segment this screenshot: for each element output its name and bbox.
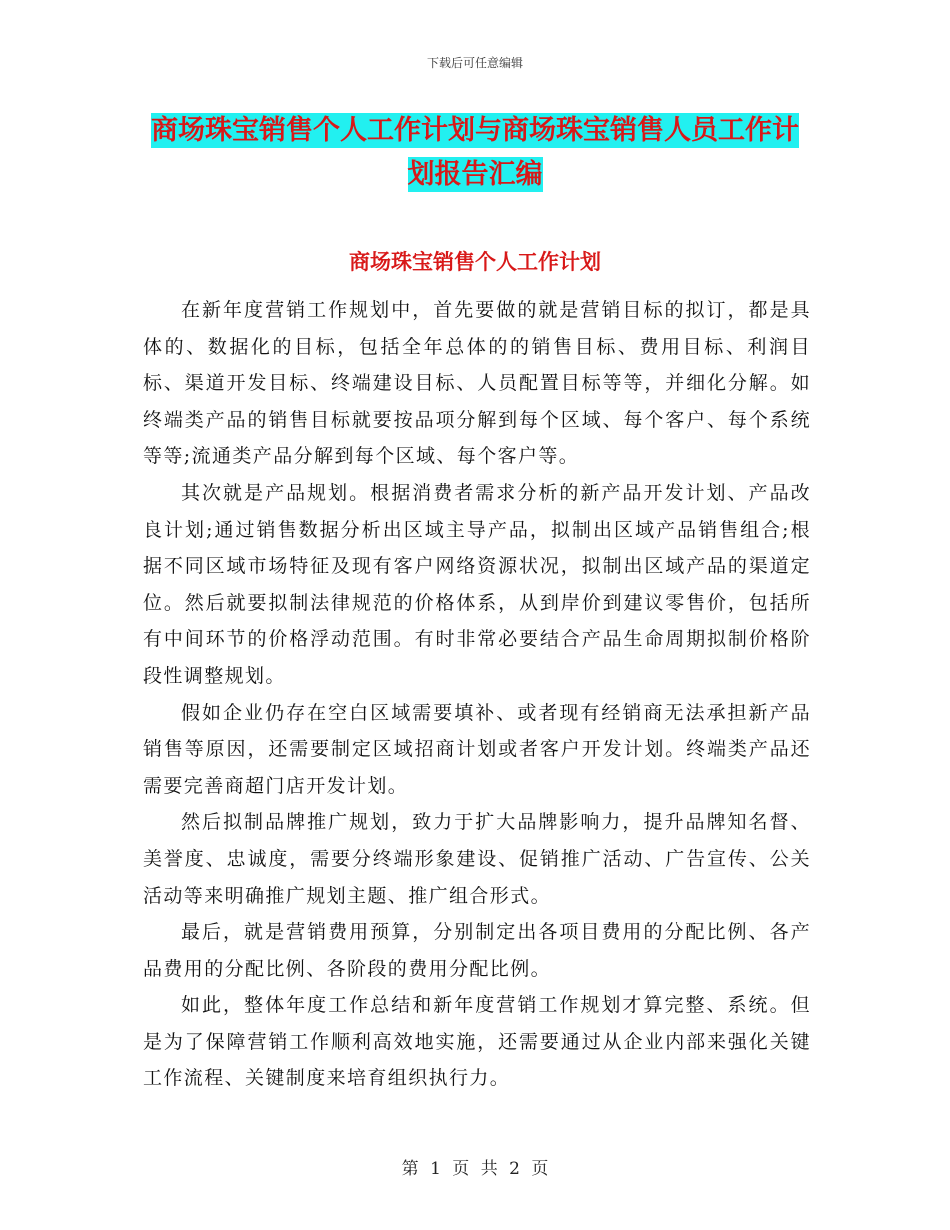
document-body — [143, 292, 811, 1097]
section-title: 商场珠宝销售个人工作计划 — [349, 250, 601, 274]
document-title — [150, 109, 800, 197]
document-title-text: 商场珠宝销售个人工作计划与商场珠宝销售人员工作计划报告汇编 — [151, 115, 799, 190]
header-note: 下载后可任意编辑 — [426, 56, 523, 70]
paragraph: 最后，就是营销费用预算，分别制定出各项目费用的分配比例、各产品费用的分配比例、各阶段的费用分配比例。 — [143, 921, 811, 980]
paragraph: 假如企业仍存在空白区域需要填补、或者现有经销商无法承担新产品销售等原因，还需要制定区域招商计划或者客户开发计划。终端类产品还需要完善商超门店开发计划。 — [143, 701, 811, 797]
paragraph: 如此，整体年度工作总结和新年度营销工作规划才算完整、系统。但是为了保障营销工作顺利高效地实施，还需要通过从企业内部来强化关键工作流程、关键制度来培育组织执行力。 — [143, 994, 811, 1090]
paragraph: 然后拟制品牌推广规划，致力于扩大品牌影响力，提升品牌知名督、美誉度、忠诚度，需要分终端形象建设、促销推广活动、广告宣传、公关活动等来明确推广规划主题、推广组合形式。 — [143, 811, 811, 907]
page-number: 第 1 页 共 2 页 — [401, 1159, 549, 1179]
paragraph: 其次就是产品规划。根据消费者需求分析的新产品开发计划、产品改良计划;通过销售数据分析出区域主导产品，拟制出区域产品销售组合;根据不同区域市场特征及现有客户网络资源状况，拟制出区域产品的渠道定位。然后就要拟制法律规范的价格体系，从到岸价到建议零售价，包括所有中间环节的价格浮动范围。有时非常必要结合产品生命周期拟制价格阶段性调整规划。 — [143, 481, 811, 687]
paragraph: 在新年度营销工作规划中，首先要做的就是营销目标的拟订，都是具体的、数据化的目标，包括全年总体的的销售目标、费用目标、利润目标、渠道开发目标、终端建设目标、人员配置目标等等，并细化分解。如终端类产品的销售目标就要按品项分解到每个区域、每个客户、每个系统等等;流通类产品分解到每个区域、每个客户等。 — [143, 299, 811, 468]
